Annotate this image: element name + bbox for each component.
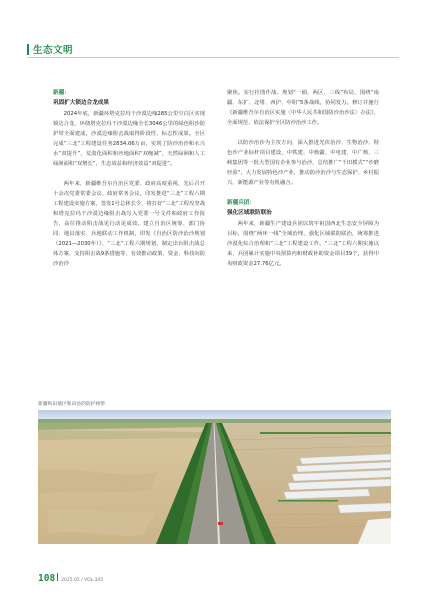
right-column bbox=[227, 88, 379, 269]
section-divider bbox=[27, 57, 399, 58]
left-column bbox=[53, 88, 205, 269]
folio-separator bbox=[57, 573, 58, 581]
figure-caption: 新疆和田地区和田县的防护林带 bbox=[38, 402, 106, 407]
paragraph: 两年来，新疆生产建设兵团以筑牢祖国西北生态安全屏障为目标，围绕“两环一线”全域治理，强化区域联防联治，统筹推进沙漠化综合治理和“三北”工程建设工作。“三北”工程六期实施以来，兵团累计实施中央预算内和财政补助资金项目39个，获得中央财政资金27.76亿元。 bbox=[227, 221, 379, 267]
region-heading-xinjiang: 新疆： bbox=[53, 90, 70, 96]
paragraph: 聚焦。实行挂图作战、规划“一圈、两区、三线”布局，围绕“南疆、东扩、北堵、西护、中阻”5条战线，协同发力。修订并施行《新疆维吾尔自治区实施〈中华人民共和国防沙治沙法〉办法》，全面规范、依法保护全区防沙治沙工作。 bbox=[227, 90, 379, 126]
page-number: 108 bbox=[38, 573, 56, 584]
paragraph: 2024年底，新疆环塔克拉玛干沙漠边缘285公里空白区实现锁边合龙，环绕塔克拉玛干沙漠边缘全长3046公里的绿色阻沙防护带全面建成，沙漠边缘阻击战取得阶段性、标志性成果。全区完成“三北”工程建设任务2834.06万亩，实现了防沙治沙和水兴水“双提升”，荒漠化面积和沙地面积“双缩减”，天然绿洲和人工绿洲面积“双增长”，生态效益和经济效益“双促进”。 bbox=[53, 111, 205, 167]
section-header bbox=[27, 42, 73, 56]
vehicle bbox=[218, 522, 223, 525]
subheading-bingtuan: 强化区域联防联治 bbox=[227, 210, 272, 216]
page-footer bbox=[38, 573, 103, 584]
paragraph: 以防沙治沙为主攻方向，深入推进光伏治沙、生物治沙、特色沙产业标杆项目建设，中铁建、中核疆、中电建、中广核、三峡集团等一批大型国有企业参与治沙，总结推广“千田模式”“沙磨经验”，大力发展特色沙产业，推动防沙治沙与生态保护、乡村振兴、新能源产业等有机融合。 bbox=[227, 140, 379, 186]
aerial-photo bbox=[38, 410, 391, 544]
subheading-xinjiang: 巩固扩大锁边合龙成果 bbox=[53, 100, 109, 106]
issue-label: 2025.05 / VOL.345 bbox=[61, 578, 104, 583]
section-title: 生态文明 bbox=[33, 45, 74, 56]
aerial-photo-illustration bbox=[38, 410, 391, 544]
region-heading-bingtuan: 新疆兵团： bbox=[227, 200, 255, 206]
section-marker bbox=[27, 44, 29, 55]
paragraph: 两年来，新疆维吾尔自治区党委、政府高度重视，先后召开十余次党委常委会议、政府常务会议，印发推进“三北”工程六期工程建设实施方案，签发1号总林长令，将打好“三北”工程攻坚战和塔克拉玛干沙漠边缘阻击战写入党委一号文件和政府工作报告，高位推动阻击战见行动见成效。建立自治区统筹、部门协同、地县落实、兵地联动工作机制，印发《自治区防沙治沙规划（2021—2030年）》、“三北”工程六期规划，制定出台阻击战总体方案、支持阻击战9条措施等，有效推动政策、资金、科技向防沙治沙 bbox=[53, 181, 205, 267]
